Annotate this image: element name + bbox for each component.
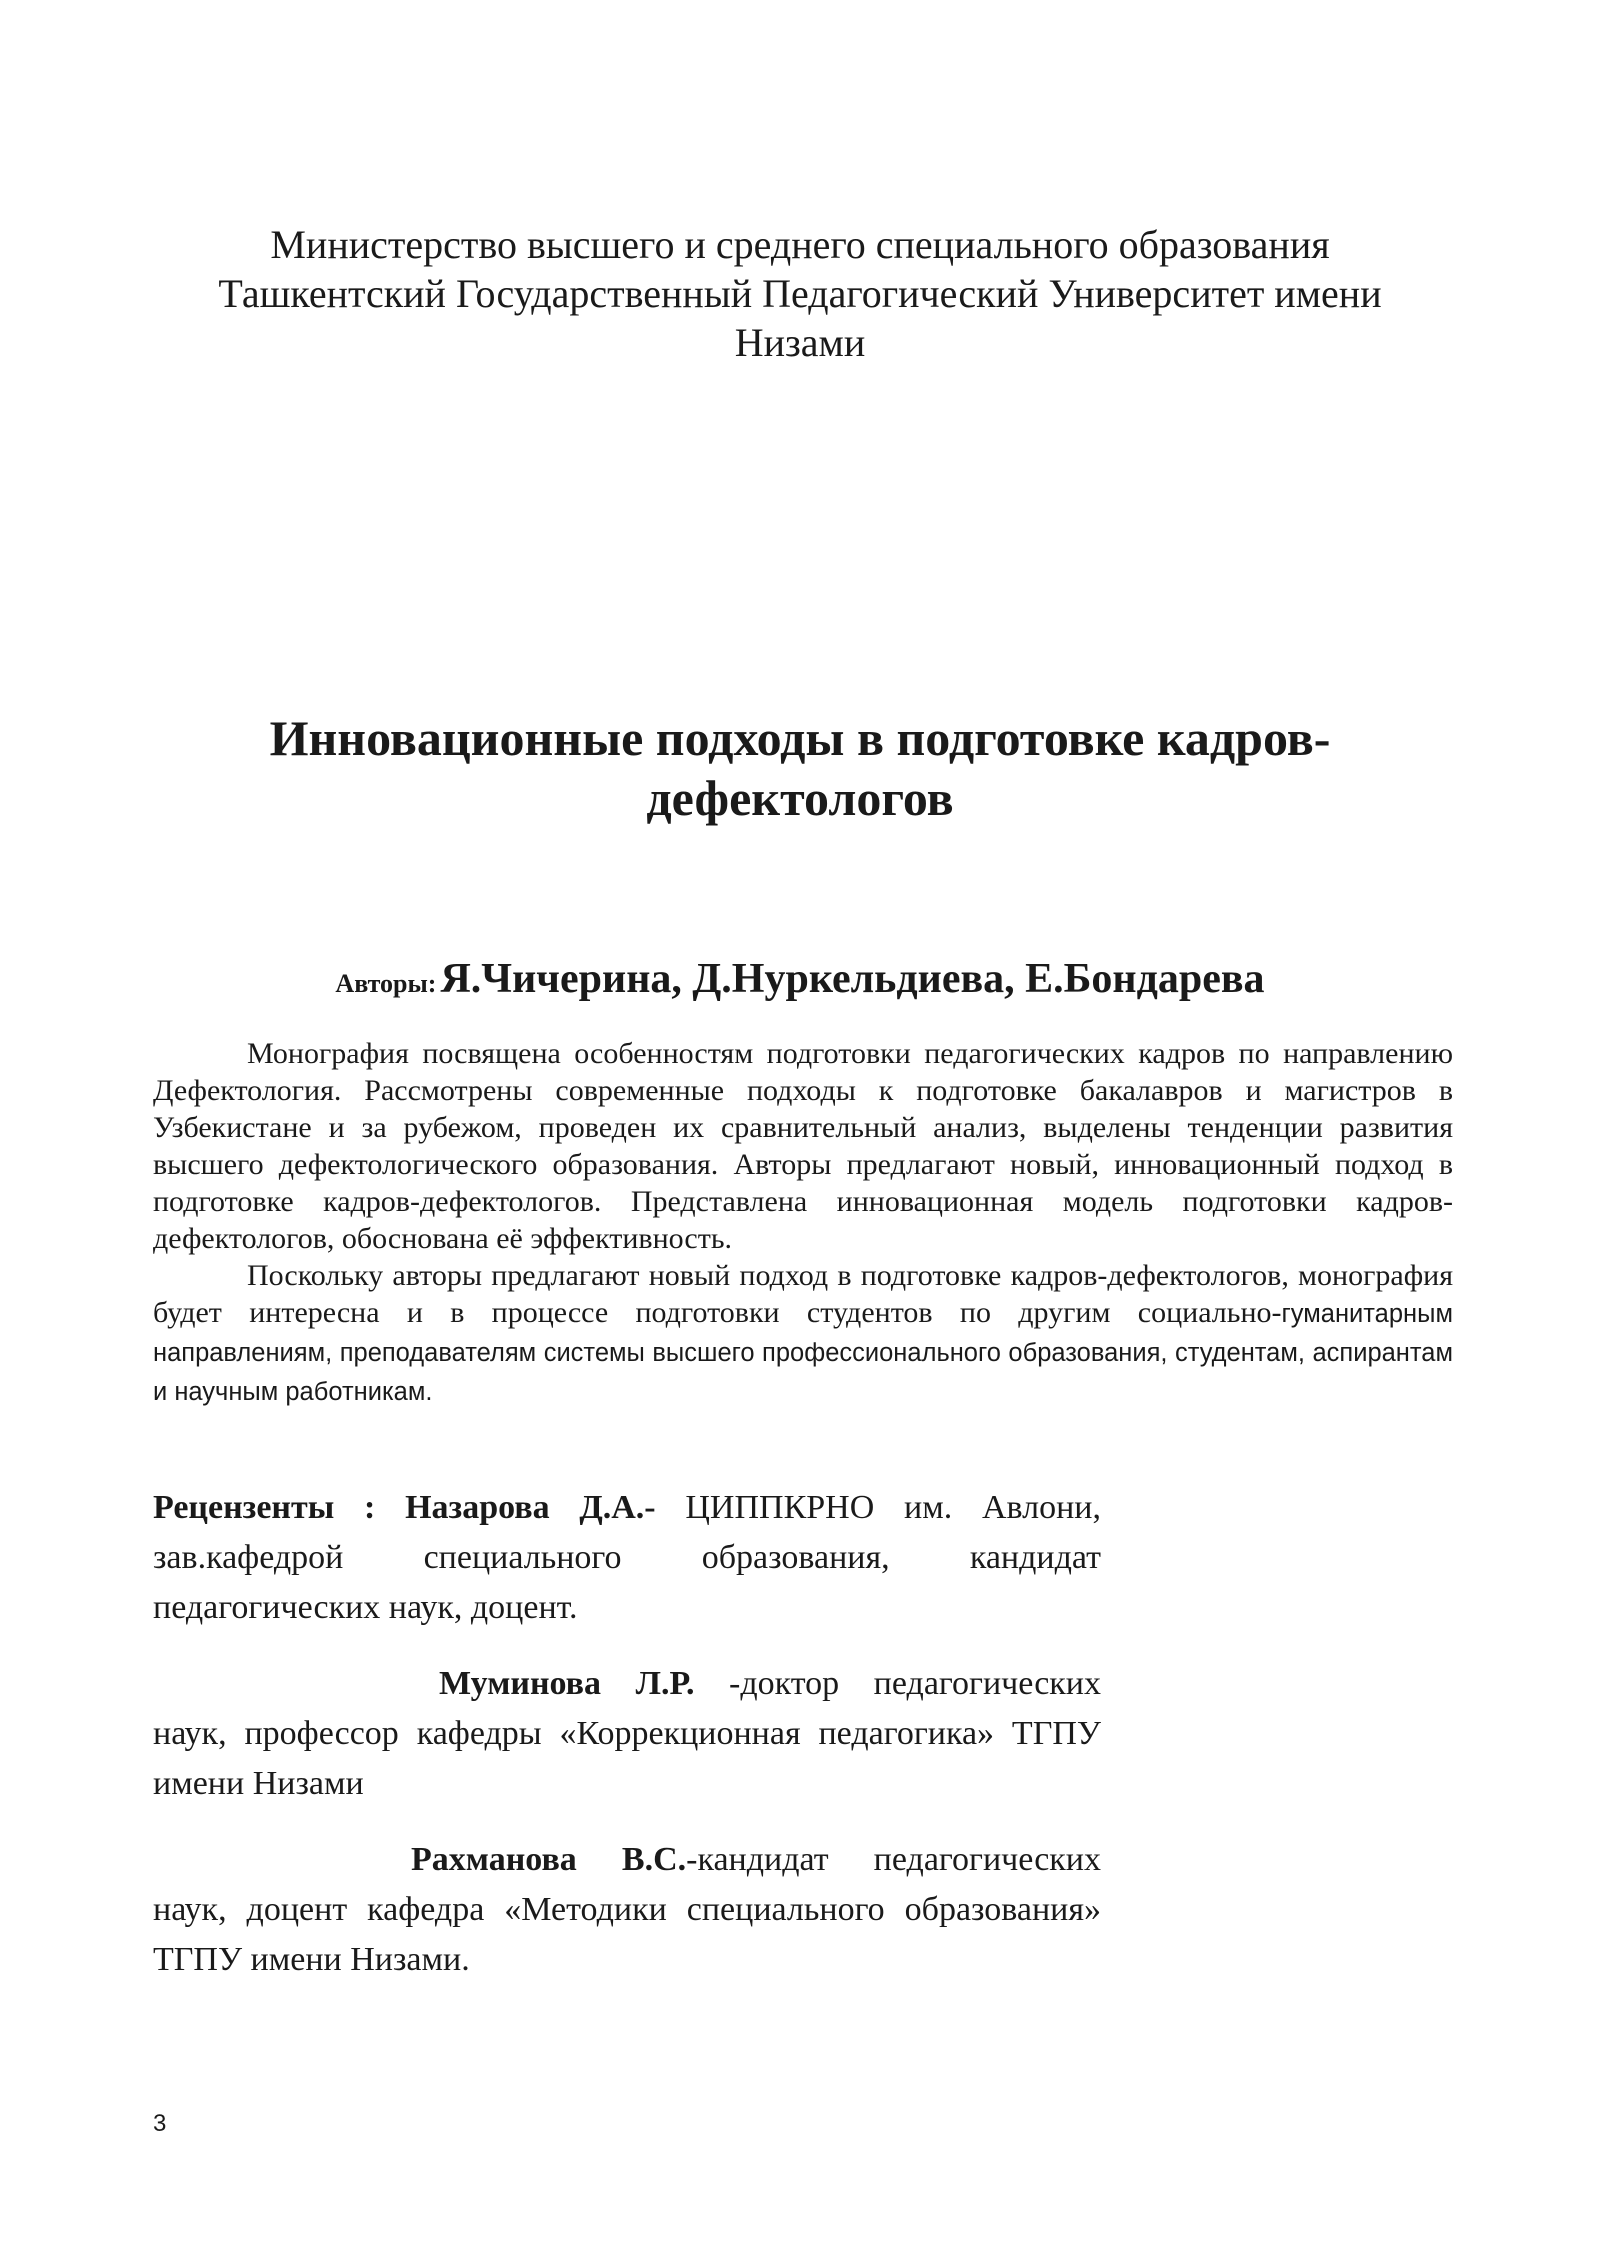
reviewer-2-details: -доктор педагогических наук, профессор кафедры «Коррекционная педагогика» ТГПУ имени Низами — [153, 1665, 1101, 1802]
authors-label: Авторы: — [335, 969, 437, 998]
reviewers-label: Рецензенты : — [153, 1489, 376, 1526]
reviewer-3 — [153, 1835, 1101, 1985]
authors-names: Я.Чичерина, Д.Нуркельдиева, Е.Бондарева — [440, 956, 1265, 1002]
reviewer-1 — [153, 1483, 1101, 1633]
abstract-paragraph-2 — [153, 1257, 1453, 1411]
abstract — [153, 1035, 1453, 1411]
ministry-line-2: Ташкентский Государственный Педагогический Университет имени — [218, 271, 1382, 316]
monograph-title — [140, 708, 1460, 828]
reviewer-2 — [153, 1659, 1101, 1809]
page-number: 3 — [153, 2110, 167, 2137]
reviewer-3-details: -кандидат педагогических наук, доцент кафедра «Методики специального образования» ТГПУ имени Низами. — [153, 1841, 1101, 1978]
ministry-line-1: Министерство высшего и среднего специального образования — [270, 222, 1330, 267]
title-line-2: дефектологов — [646, 770, 954, 826]
reviewer-1-details: ЦИППКРНО им. Авлони, зав.кафедрой специального образования, кандидат педагогических наук, доцент. — [153, 1489, 1101, 1626]
ministry-line-3: Низами — [734, 320, 866, 365]
authors-line — [140, 955, 1460, 1003]
reviewers-section — [153, 1483, 1101, 1985]
reviewer-1-name: Назарова Д.А.- — [405, 1489, 656, 1526]
reviewer-2-name: Муминова Л.Р. — [439, 1665, 695, 1702]
abstract-paragraph-2-sans: гуманитарным направлениям, преподавателям системы высшего профессионального образования, студентам, аспирантам и научным работникам. — [153, 1300, 1453, 1406]
abstract-paragraph-1: Монография посвящена особенностям подготовки педагогических кадров по направлению Дефектология. Рассмотрены современные подходы к подготовке бакалавров и магистров в Узбекистане и за рубежом, проведен их сравнительный анализ, выделены тенденции развития высшего дефектологического образования. Авторы предлагают новый, инновационный подход в подготовке кадров-дефектологов. Представлена инновационная модель подготовки кадров-дефектологов, обоснована её эффективность. — [153, 1037, 1453, 1255]
ministry-header — [140, 220, 1460, 367]
reviewer-3-name: Рахманова В.С. — [411, 1841, 687, 1878]
title-line-1: Инновационные подходы в подготовке кадров- — [269, 710, 1331, 766]
abstract-paragraph-2-serif: Поскольку авторы предлагают новый подход в подготовке кадров-дефектологов, монография будет интересна и в процессе подготовки студентов по другим социально- — [153, 1259, 1453, 1329]
